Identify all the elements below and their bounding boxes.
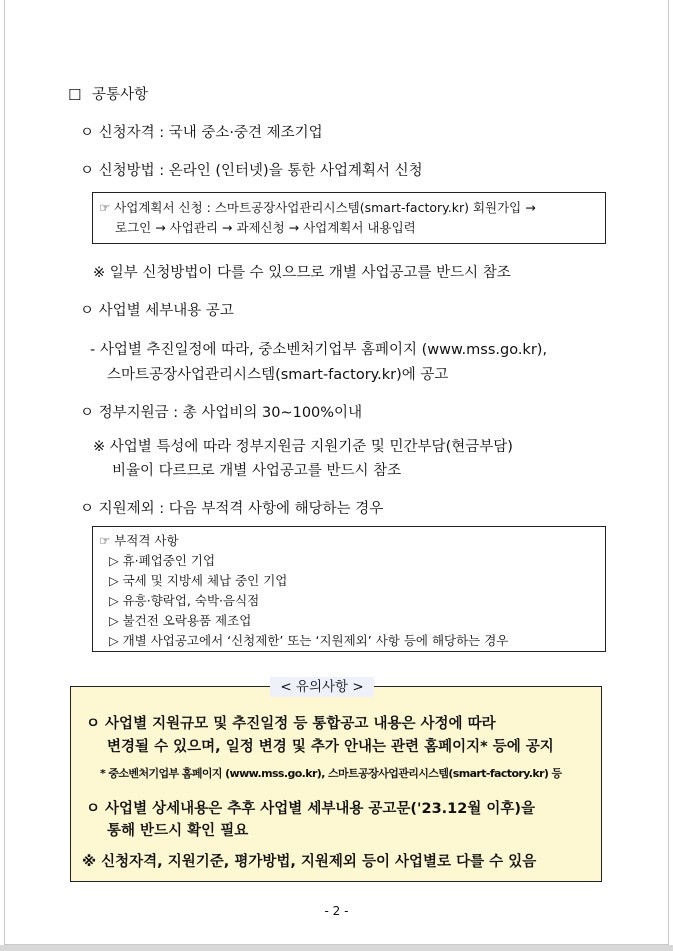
method-item: ㅇ 신청방법 : 온라인 (인터넷)을 통한 사업계획서 신청 (80, 163, 423, 179)
exclusion-list-item: ▷ 휴·폐업중인 기업 (109, 553, 216, 568)
subsidy-item: ㅇ 정부지원금 : 총 사업비의 30∼100%이내 (80, 405, 363, 421)
notice-footnote: * 중소벤처기업부 홈페이지 (www.mss.go.kr), 스마트공장사업관리시스템(smart-factory.kr) 등 (100, 767, 562, 780)
exclusion-box (92, 526, 606, 652)
notice-p1-line-2: 변경될 수 있으며, 일정 변경 및 추가 안내는 관련 홈페이지* 등에 공지 (107, 739, 554, 755)
notice-title: < 유의사항 > (270, 677, 374, 697)
method-box (92, 192, 606, 244)
detail-item: ㅇ 사업별 세부내용 공고 (80, 303, 234, 319)
detail-line-1: - 사업별 추진일정에 따라, 중소벤처기업부 홈페이지 (www.mss.go.kr), (90, 342, 548, 358)
method-note: ※ 일부 신청방법이 다를 수 있으므로 개별 사업공고를 반드시 참조 (93, 265, 511, 281)
detail-line-2: 스마트공장사업관리시스템(smart-factory.kr)에 공고 (107, 367, 449, 383)
qualification-item: ㅇ 신청자격 : 국내 중소·중견 제조기업 (80, 125, 323, 141)
method-box-line-1: ☞ 사업계획서 신청 : 스마트공장사업관리시스템(smart-factory.kr) 회원가입 → (99, 200, 536, 215)
page-shadow (0, 945, 673, 951)
notice-p2-line-1: ㅇ 사업별 상세내용은 추후 사업별 세부내용 공고문('23.12월 이후)을 (86, 801, 536, 817)
subsidy-note-2: 비율이 다르므로 개별 사업공고를 반드시 참조 (112, 463, 402, 479)
notice-p1-line-1: ㅇ 사업별 지원규모 및 추진일정 등 통합공고 내용은 사정에 따라 (86, 716, 496, 732)
notice-p3: ※ 신청자격, 지원기준, 평가방법, 지원제외 등이 사업별로 다를 수 있음 (82, 854, 537, 870)
exclusion-list-item: ▷ 불건전 오락용품 제조업 (109, 613, 252, 628)
section-checkbox: ☐ (68, 86, 82, 104)
exclusion-list-item: ▷ 개별 사업공고에서 ‘신청제한’ 또는 ‘지원제외’ 사항 등에 해당하는 경우 (109, 633, 509, 648)
exclusion-list-item: ▷ 유흥·향락업, 숙박·음식점 (109, 593, 260, 608)
exclusion-box-header: ☞ 부적격 사항 (99, 533, 179, 548)
exclusion-list-item: ▷ 국세 및 지방세 체납 중인 기업 (109, 573, 288, 588)
section-title: 공통사항 (92, 87, 149, 103)
notice-p2-line-2: 통해 반드시 확인 필요 (107, 823, 249, 839)
exclusion-item: ㅇ 지원제외 : 다음 부적격 사항에 해당하는 경우 (80, 501, 384, 517)
method-box-line-2: 로그인 → 사업관리 → 과제신청 → 사업계획서 내용입력 (115, 220, 416, 235)
subsidy-note-1: ※ 사업별 특성에 따라 정부지원금 지원기준 및 민간부담(현금부담) (93, 439, 513, 455)
page-number: - 2 - (324, 904, 349, 918)
